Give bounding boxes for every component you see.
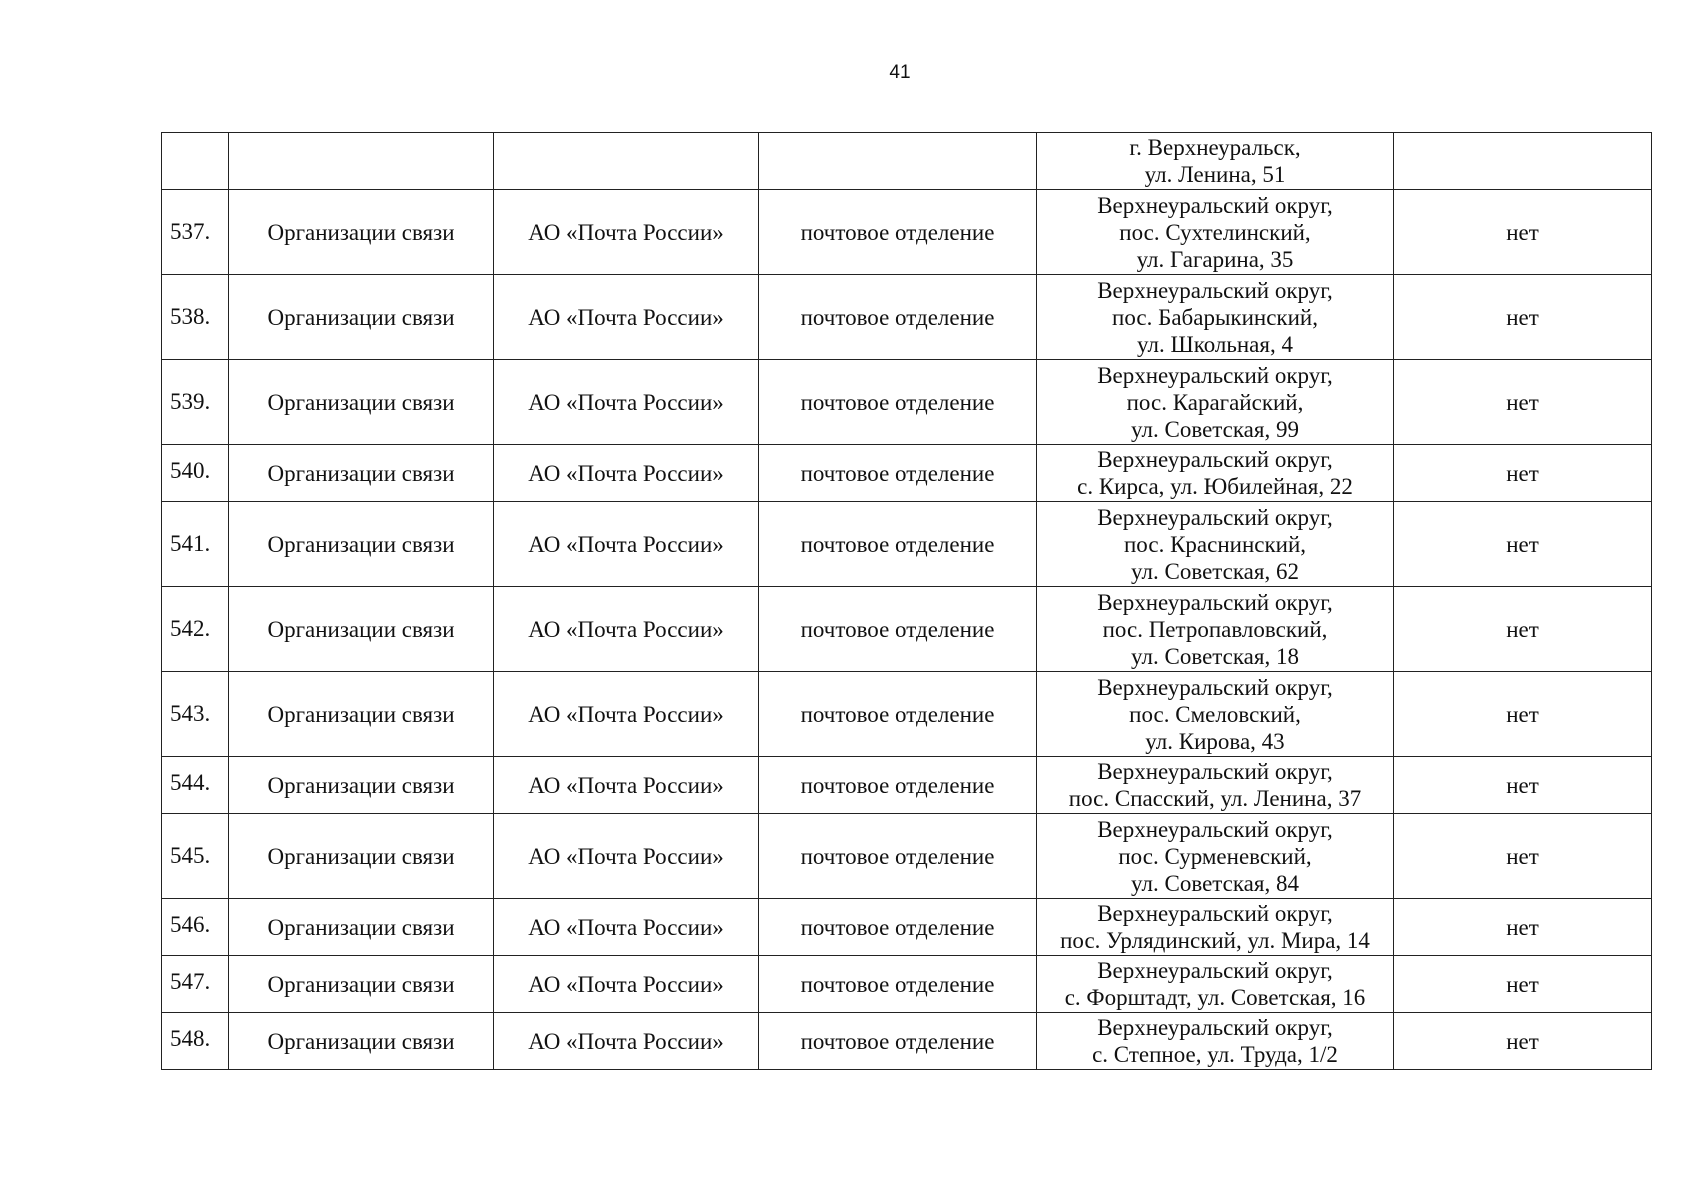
category-cell: Организации связи	[229, 814, 494, 899]
address-line: Верхнеуральский округ,	[1097, 589, 1333, 615]
address-cell	[1037, 587, 1394, 672]
table-row	[162, 587, 1652, 672]
category-cell: Организации связи	[229, 275, 494, 360]
category-cell	[229, 133, 494, 190]
object-type-cell: почтовое отделение	[759, 360, 1037, 445]
organization-cell: АО «Почта России»	[494, 190, 759, 275]
address-line: Верхнеуральский округ,	[1097, 1015, 1333, 1040]
address-line: ул. Ленина, 51	[1144, 162, 1286, 187]
address-cell	[1037, 672, 1394, 757]
table-row	[162, 190, 1652, 275]
object-type-cell: почтовое отделение	[759, 502, 1037, 587]
address-cell	[1037, 1013, 1394, 1070]
object-type-cell: почтовое отделение	[759, 956, 1037, 1013]
address-line: пос. Карагайский,	[1126, 389, 1304, 415]
category-cell: Организации связи	[229, 899, 494, 956]
object-type-cell: почтовое отделение	[759, 587, 1037, 672]
address-line: Верхнеуральский округ,	[1097, 759, 1333, 784]
table-row	[162, 445, 1652, 502]
status-cell	[1394, 133, 1652, 190]
category-cell: Организации связи	[229, 956, 494, 1013]
row-number-cell: 540.	[162, 445, 229, 502]
category-cell: Организации связи	[229, 757, 494, 814]
row-number-cell: 543.	[162, 672, 229, 757]
status-cell: нет	[1394, 587, 1652, 672]
organization-cell: АО «Почта России»	[494, 899, 759, 956]
address-line: Верхнеуральский округ,	[1097, 958, 1333, 983]
table-row	[162, 814, 1652, 899]
organization-cell: АО «Почта России»	[494, 1013, 759, 1070]
status-cell: нет	[1394, 899, 1652, 956]
row-number-cell: 539.	[162, 360, 229, 445]
address-line: ул. Советская, 18	[1131, 643, 1299, 669]
status-cell: нет	[1394, 275, 1652, 360]
status-cell: нет	[1394, 360, 1652, 445]
address-line: ул. Школьная, 4	[1137, 331, 1293, 357]
object-type-cell: почтовое отделение	[759, 445, 1037, 502]
row-number-cell: 546.	[162, 899, 229, 956]
table-row	[162, 956, 1652, 1013]
address-line: пос. Бабарыкинский,	[1112, 304, 1318, 330]
address-line: ул. Кирова, 43	[1145, 728, 1285, 754]
organization-cell: АО «Почта России»	[494, 956, 759, 1013]
organization-cell: АО «Почта России»	[494, 275, 759, 360]
row-number-cell: 547.	[162, 956, 229, 1013]
address-cell	[1037, 190, 1394, 275]
address-cell	[1037, 360, 1394, 445]
registry-table	[161, 132, 1652, 1070]
row-number-cell	[162, 133, 229, 190]
page-number: 41	[889, 62, 911, 83]
organization-cell: АО «Почта России»	[494, 672, 759, 757]
address-line: ул. Советская, 84	[1131, 870, 1299, 896]
object-type-cell	[759, 133, 1037, 190]
status-cell: нет	[1394, 757, 1652, 814]
category-cell: Организации связи	[229, 445, 494, 502]
address-cell	[1037, 757, 1394, 814]
address-cell	[1037, 275, 1394, 360]
organization-cell: АО «Почта России»	[494, 814, 759, 899]
address-line: пос. Спасский, ул. Ленина, 37	[1068, 786, 1362, 811]
address-cell	[1037, 445, 1394, 502]
table-row	[162, 757, 1652, 814]
row-number-cell: 548.	[162, 1013, 229, 1070]
row-number-cell: 537.	[162, 190, 229, 275]
address-line: с. Кирса, ул. Юбилейная, 22	[1077, 474, 1353, 499]
address-line: ул. Советская, 62	[1131, 558, 1299, 584]
organization-cell: АО «Почта России»	[494, 757, 759, 814]
address-cell	[1037, 956, 1394, 1013]
address-line: ул. Советская, 99	[1131, 416, 1299, 442]
address-line: с. Степное, ул. Труда, 1/2	[1092, 1042, 1338, 1067]
category-cell: Организации связи	[229, 1013, 494, 1070]
object-type-cell: почтовое отделение	[759, 1013, 1037, 1070]
address-line: пос. Смеловский,	[1129, 701, 1301, 727]
table-row	[162, 275, 1652, 360]
address-line: пос. Краснинский,	[1123, 531, 1307, 557]
object-type-cell: почтовое отделение	[759, 190, 1037, 275]
table-row	[162, 502, 1652, 587]
address-line: пос. Петропавловский,	[1102, 616, 1328, 642]
category-cell: Организации связи	[229, 672, 494, 757]
organization-cell: АО «Почта России»	[494, 445, 759, 502]
table-row	[162, 1013, 1652, 1070]
address-cell	[1037, 899, 1394, 956]
object-type-cell: почтовое отделение	[759, 814, 1037, 899]
row-number-cell: 544.	[162, 757, 229, 814]
address-line: Верхнеуральский округ,	[1097, 447, 1333, 472]
address-line: Верхнеуральский округ,	[1097, 362, 1333, 388]
row-number-cell: 545.	[162, 814, 229, 899]
address-line: Верхнеуральский округ,	[1097, 674, 1333, 700]
status-cell: нет	[1394, 814, 1652, 899]
status-cell: нет	[1394, 502, 1652, 587]
row-number-cell: 542.	[162, 587, 229, 672]
address-line: Верхнеуральский округ,	[1097, 192, 1333, 218]
status-cell: нет	[1394, 672, 1652, 757]
address-line: Верхнеуральский округ,	[1097, 504, 1333, 530]
address-cell	[1037, 814, 1394, 899]
row-number-cell: 538.	[162, 275, 229, 360]
organization-cell: АО «Почта России»	[494, 360, 759, 445]
address-line: ул. Гагарина, 35	[1136, 246, 1294, 272]
object-type-cell: почтовое отделение	[759, 275, 1037, 360]
status-cell: нет	[1394, 1013, 1652, 1070]
address-line: с. Форштадт, ул. Советская, 16	[1064, 985, 1366, 1010]
address-cell	[1037, 133, 1394, 190]
table-row	[162, 899, 1652, 956]
table-row	[162, 133, 1652, 190]
category-cell: Организации связи	[229, 502, 494, 587]
table-row	[162, 672, 1652, 757]
row-number-cell: 541.	[162, 502, 229, 587]
address-line: пос. Сурменевский,	[1118, 843, 1312, 869]
table-row	[162, 360, 1652, 445]
address-line: Верхнеуральский округ,	[1097, 277, 1333, 303]
status-cell: нет	[1394, 445, 1652, 502]
address-line: Верхнеуральский округ,	[1097, 816, 1333, 842]
address-cell	[1037, 502, 1394, 587]
organization-cell: АО «Почта России»	[494, 587, 759, 672]
address-line: пос. Урлядинский, ул. Мира, 14	[1060, 928, 1370, 953]
status-cell: нет	[1394, 190, 1652, 275]
status-cell: нет	[1394, 956, 1652, 1013]
address-line: г. Верхнеуральск,	[1129, 135, 1301, 160]
organization-cell	[494, 133, 759, 190]
organization-cell: АО «Почта России»	[494, 502, 759, 587]
registry-table-body	[162, 133, 1652, 1070]
category-cell: Организации связи	[229, 587, 494, 672]
category-cell: Организации связи	[229, 190, 494, 275]
category-cell: Организации связи	[229, 360, 494, 445]
object-type-cell: почтовое отделение	[759, 899, 1037, 956]
object-type-cell: почтовое отделение	[759, 672, 1037, 757]
address-line: пос. Сухтелинский,	[1119, 219, 1311, 245]
object-type-cell: почтовое отделение	[759, 757, 1037, 814]
address-line: Верхнеуральский округ,	[1097, 901, 1333, 926]
